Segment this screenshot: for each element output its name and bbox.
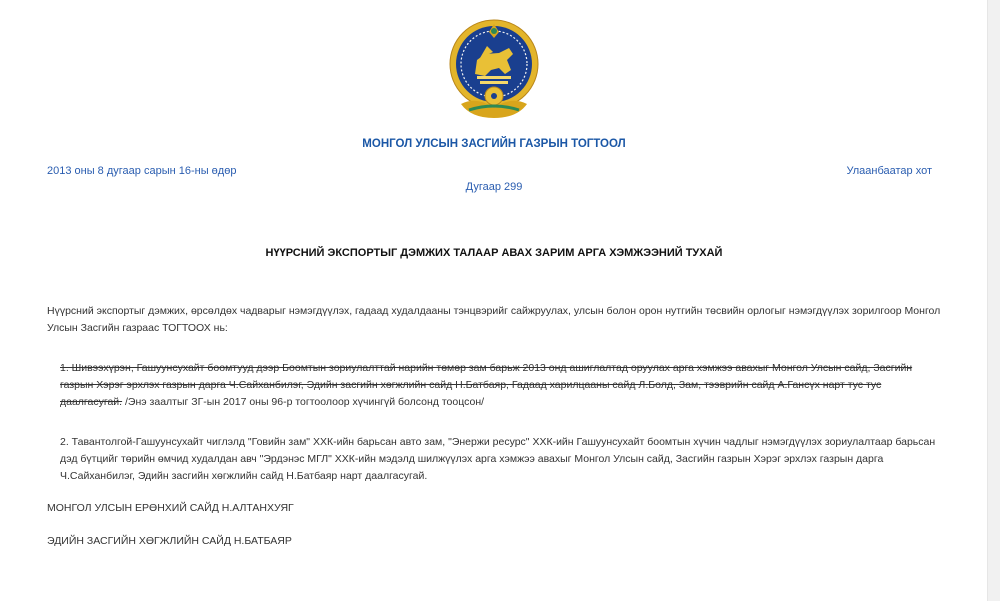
item-2-paragraph: 2. Тавантолгой-Гашуунсухайт чиглэлд "Говийн зам" ХХК-ийн барьсан авто зам, "Энержи ресурс" ХХК-ийн Гашуунсухайт боомтын хүчин чадлыг нэмэгдүүлэх зориулалтаар барьсан дэд бүтцийг төрийн өмчид худалдан авч "Эрдэнэс МГЛ" ХХК-ийн мэдэлд шилжүүлэх арга хэмжээ авахыг Монгол Улсын сайд, Засгийн газрын Хэрэг эрхлэх газрын дарга Ч.Сайханбилэг, Эдийн засгийн хөгжлийн сайд Н.Батбаяр нарт даалгасугай. [60, 436, 936, 482]
resolution-date: 2013 оны 8 дугаар сарын 16-ны өдөр [47, 165, 237, 177]
item-1-struck-text: 1. Шивээхүрэн, Гашуунсухайт боомтууд дээр Боомтын зориулалттай нарийн төмөр зам барьж 2013 онд ашиглалтад оруулах арга хэмжээ авахыг Монгол Улсын сайд, Засгийн газрын Хэрэг эрхлэх газрын дарга Ч.Сайханбилэг, Эдийн засгийн хөгжлийн сайд Н.Батбаяр, Гадаад харилцааны сайд Л.Болд, Зам, тээврийн сайд А.Гансүх нарт тус тус даалгасугай. [60, 362, 913, 408]
signature-prime-minister: МОНГОЛ УЛСЫН ЕРӨНХИЙ САЙД Н.АЛТАНХУЯГ [47, 502, 294, 514]
intro-paragraph: Нүүрсний экспортыг дэмжих, өрсөлдөх чадварыг нэмэгдүүлэх, гадаад худалдааны тэнцвэрийг сайжруулах, улсын болон орон нутгийн төсвийн орлогыг нэмэгдүүлэх зорилгоор Монгол Улсын Засгийн газраас ТОГТООХ нь: [47, 305, 941, 334]
government-resolution-title: МОНГОЛ УЛСЫН ЗАСГИЙН ГАЗРЫН ТОГТООЛ [362, 138, 626, 150]
item-1-note: /Энэ заалтыг ЗГ-ын 2017 оны 96-р тогтоолоор хүчингүй болсонд тооцсон/ [122, 396, 485, 408]
resolution-place: Улаанбаатар хот [846, 165, 932, 177]
scrollbar-gutter[interactable] [987, 0, 1000, 601]
state-emblem-icon [447, 18, 541, 122]
signature-minister: ЭДИЙН ЗАСГИЙН ХӨГЖЛИЙН САЙД Н.БАТБАЯР [47, 535, 292, 547]
document-title: НҮҮРСНИЙ ЭКСПОРТЫГ ДЭМЖИХ ТАЛААР АВАХ ЗАРИМ АРГА ХЭМЖЭЭНИЙ ТУХАЙ [265, 247, 723, 259]
resolution-number: Дугаар 299 [465, 181, 523, 193]
item-1-paragraph [60, 360, 942, 411]
